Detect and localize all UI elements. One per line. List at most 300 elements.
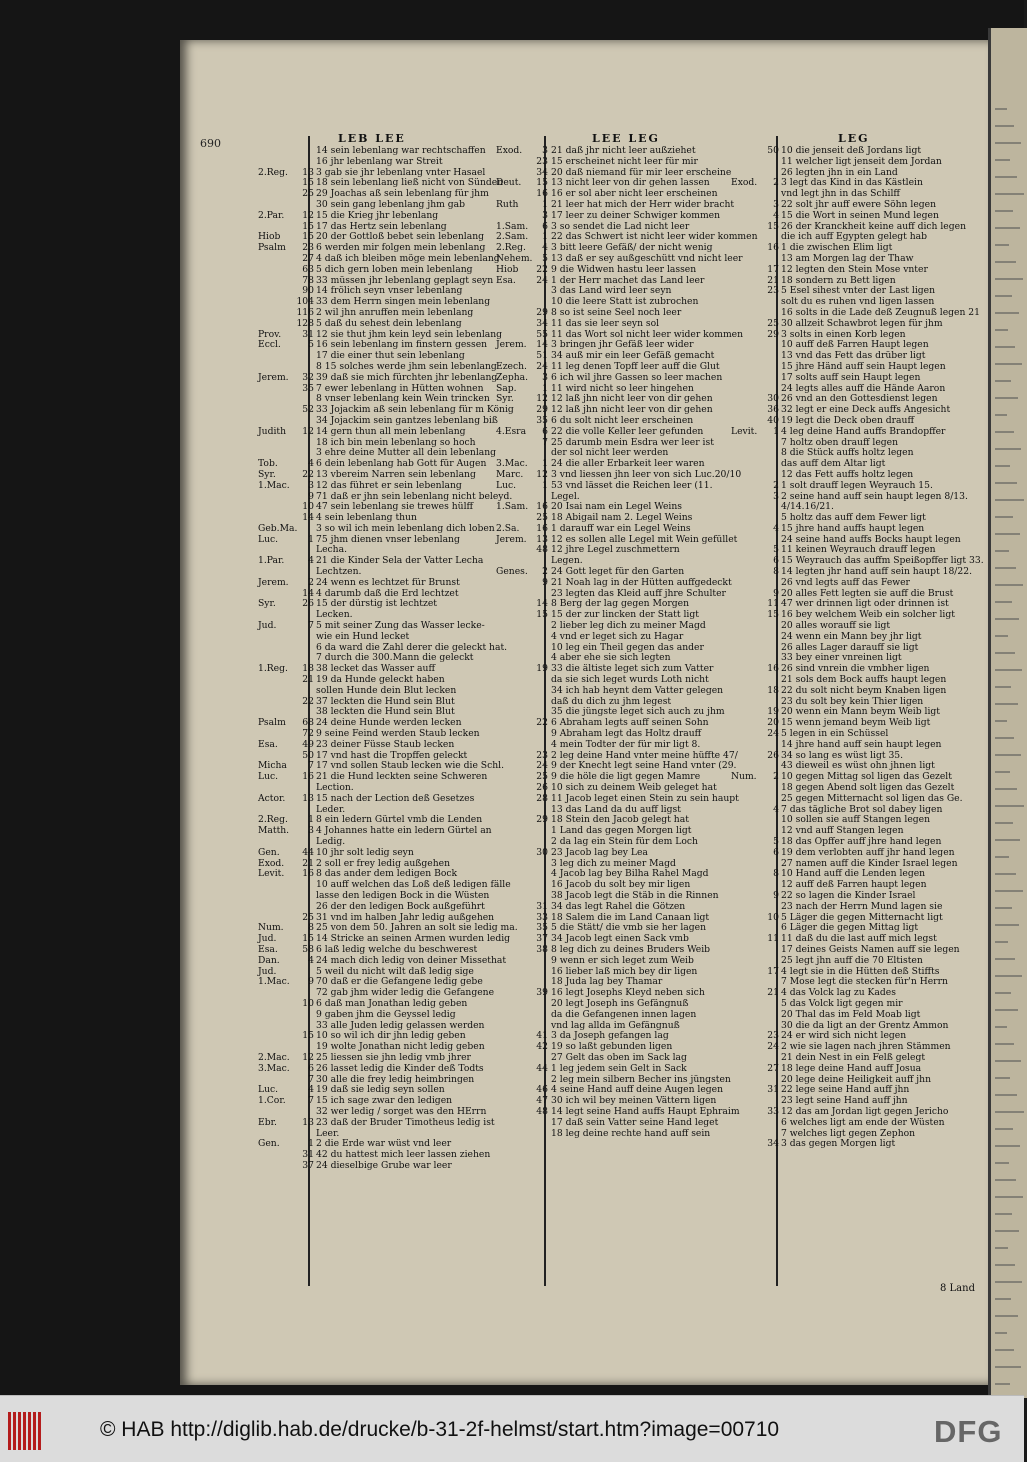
chapter-number: 16 xyxy=(536,501,548,513)
entry-text: 11 leg denen Topff leer auff die Glut xyxy=(551,360,720,372)
chapter-number: 15 xyxy=(536,177,548,189)
entry-text: 17 leer zu deiner Schwiger kommen xyxy=(551,209,721,221)
entry-text: 14 frölich seyn vnser lebenlang xyxy=(316,285,463,297)
entry-text: die ich auff Egypten gelegt hab xyxy=(781,231,928,243)
entry-text: 3 vnd liessen jhn leer von sich Luc.20/10 xyxy=(551,468,742,480)
book-ref: 1.Sam. xyxy=(496,501,529,513)
entry-text: 12 jhre Legel zuschmettern xyxy=(551,544,680,556)
entry-text: 6 ich wil jhre Gassen so leer machen xyxy=(551,371,723,383)
entry-text: 10 so wil ich dir jhn ledig geben xyxy=(316,1030,466,1042)
chapter-number: 104 xyxy=(296,296,314,308)
index-entry xyxy=(496,848,732,859)
entry-text: 4/14.16/21. xyxy=(781,501,834,513)
entry-text: 38 lecket das Wasser auff xyxy=(316,663,435,675)
entry-text: 10 die jenseit deß Jordans ligt xyxy=(781,145,922,156)
book-ref: 3.Mac. xyxy=(496,458,528,470)
chapter-number: 90 xyxy=(302,285,314,297)
entry-text: 11 das Wort sol nicht leer wider kommen xyxy=(551,328,744,340)
index-entry xyxy=(731,794,986,805)
book-ref: Levit. xyxy=(258,868,285,880)
entry-text: 30 alle die frey ledig heimbringen xyxy=(316,1073,475,1085)
chapter-number: 5 xyxy=(773,544,779,556)
index-entry xyxy=(258,157,490,168)
entry-text: 24 die aller Erbarkeit leer waren xyxy=(551,458,705,470)
entry-text: 21 sols dem Bock auffs haupt legen xyxy=(781,674,947,686)
entry-text: 18 Juda lag bey Thamar xyxy=(551,976,663,988)
index-entry xyxy=(731,481,986,492)
entry-text: 6 Abraham legts auff seinen Sohn xyxy=(551,717,709,729)
entry-text: 17 vnd sollen Staub lecken wie die Schl. xyxy=(316,760,505,772)
chapter-number: 9 xyxy=(308,490,314,502)
index-entry xyxy=(731,373,986,384)
chapter-number: 3 xyxy=(542,209,548,221)
book-ref: Matth. xyxy=(258,825,290,837)
entry-text: 2 soll er frey ledig außgehen xyxy=(316,857,451,869)
entry-text: 6 du solt nicht leer erscheinen xyxy=(551,414,694,426)
entry-text: 1 solt drauff legen Weyrauch 15. xyxy=(781,479,933,491)
chapter-number: 10 xyxy=(767,911,779,923)
entry-text: 27 Gelt das oben im Sack lag xyxy=(551,1051,687,1063)
chapter-number: 2 xyxy=(542,566,548,578)
book-ref: Geb.Ma. xyxy=(258,522,298,534)
entry-text: 4 vnd er leget sich zu Hagar xyxy=(551,630,684,642)
chapter-number: 21 xyxy=(767,274,779,286)
chapter-number: 4 xyxy=(308,458,314,470)
entry-text: 19 wolte Jonathan nicht ledig geben xyxy=(316,1041,485,1053)
entry-text: 12 sie thut jhm kein leyd sein lebenlang xyxy=(316,328,503,340)
entry-text: 16 Jacob du solt bey mir ligen xyxy=(551,879,691,891)
chapter-number: 5 xyxy=(308,339,314,351)
index-entry xyxy=(258,794,490,805)
book-ref: Genes. xyxy=(496,566,528,578)
entry-text: 15 jhre Händ auff sein Haupt legen xyxy=(781,360,946,372)
entry-text: 34 Jacob legt einen Sack vmb xyxy=(551,933,689,945)
entry-text: 14 legt seine Hand auffs Haupt Ephraim xyxy=(551,1105,740,1117)
entry-text: Legen. xyxy=(551,555,583,567)
entry-text: 9 gaben jhm die Geyssel ledig xyxy=(316,1008,456,1020)
dfg-logo: DFG xyxy=(934,1414,1003,1449)
book-ref: 4.Esra xyxy=(496,425,527,437)
entry-text: 18 sein lebenlang ließ nicht von Sünden xyxy=(316,177,504,189)
chapter-number: 16 xyxy=(302,771,314,783)
book-ref: Luc. xyxy=(258,533,279,545)
book-ref: Exod. xyxy=(731,177,758,189)
entry-text: 18 Stein den Jacob gelegt hat xyxy=(551,814,689,826)
chapter-number: 23 xyxy=(767,1030,779,1042)
book-ref: Hiob xyxy=(496,263,519,275)
entry-text: vnd lag allda im Gefängnuß xyxy=(551,1019,680,1031)
chapter-number: 16 xyxy=(536,522,548,534)
entry-text: 7 das tägliche Brot sol dabey ligen xyxy=(781,803,943,815)
entry-text: 8 das ander dem ledigen Bock xyxy=(316,868,458,880)
chapter-number: 52 xyxy=(302,404,314,416)
chapter-number: 32 xyxy=(302,371,314,383)
chapter-number: 29 xyxy=(536,306,548,318)
entry-text: 6 laß ledig welche du beschwerest xyxy=(316,943,478,955)
chapter-number: 10 xyxy=(302,501,314,513)
entry-text: 21 dein Nest in ein Felß gelegt xyxy=(781,1051,926,1063)
entry-text: solt du es ruhen vnd ligen lassen xyxy=(781,296,935,308)
entry-text: 8 ein ledern Gürtel vmb die Lenden xyxy=(316,814,483,826)
entry-text: 5 das Volck ligt gegen mir xyxy=(781,997,903,1009)
book-ref: Jerem. xyxy=(258,576,289,588)
entry-text: 21 leer hat mich der Herr wider bracht xyxy=(551,198,735,210)
book-ref: Num. xyxy=(258,922,284,934)
chapter-number: 8 xyxy=(773,566,779,578)
chapter-number: 1 xyxy=(542,458,548,470)
entry-text: 20 lege deine Heiligkeit auff jhn xyxy=(781,1073,931,1085)
entry-text: 26 der den ledigen Bock außgeführt xyxy=(316,900,485,912)
entry-text: 5 legen in ein Schüssel xyxy=(781,728,889,740)
chapter-number: 58 xyxy=(302,943,314,955)
entry-text: das auff dem Altar ligt xyxy=(781,458,886,470)
entry-text: 12 legten den Stein Mose vnter xyxy=(781,263,928,275)
chapter-number: 3 xyxy=(773,490,779,502)
chapter-number: 128 xyxy=(296,317,314,329)
book-ref: Jerem. xyxy=(496,339,527,351)
chapter-number: 21 xyxy=(302,857,314,869)
entry-text: 13 vbereim Narren sein lebenlang xyxy=(316,468,476,480)
index-entry xyxy=(258,371,498,384)
entry-text: 32 wer ledig / sorget was den HErrn xyxy=(316,1105,487,1117)
entry-text: 47 sein lebenlang sie trewes hülff xyxy=(316,501,474,513)
entry-text: 13 nicht leer von dir gehen lassen xyxy=(551,177,710,189)
entry-text: 11 daß du die last auff mich legst xyxy=(781,933,937,945)
chapter-number: 14 xyxy=(302,512,314,524)
entry-text: 2 leg deine Hand vnter meine hüffte 47/ xyxy=(551,749,738,761)
entry-text: 11 Jacob leget einen Stein zu sein haupt xyxy=(551,792,739,804)
book-ref: 2.Mac. xyxy=(258,1051,290,1063)
index-entry xyxy=(258,535,490,546)
chapter-number: 22 xyxy=(302,468,314,480)
entry-text: 12 laß jhn nicht leer von dir gehen xyxy=(551,404,713,416)
entry-text: 10 auff deß Farren Haupt legen xyxy=(781,339,929,351)
entry-text: 17 die einer thut sein lebenlang xyxy=(316,350,465,362)
chapter-number: 24 xyxy=(536,360,548,372)
index-entry xyxy=(731,1010,986,1021)
index-entry xyxy=(258,954,507,967)
entry-text: 18 Salem die im Land Canaan ligt xyxy=(551,911,710,923)
book-ref: Jud. xyxy=(258,620,277,632)
index-entry xyxy=(731,1064,986,1075)
chapter-number: 4 xyxy=(308,1084,314,1096)
entry-text: 4 seine Hand auff deine Augen legen xyxy=(551,1084,724,1096)
chapter-number: 50 xyxy=(767,145,779,156)
entry-text: 25 legt jhn auff die 70 Eltisten xyxy=(781,954,923,966)
entry-text: 4 aber ehe sie sich legten xyxy=(551,652,671,664)
entry-text: 27 namen auff die Kinder Israel legen xyxy=(781,857,958,869)
chapter-number: 15 xyxy=(767,220,779,232)
chapter-number: 15 xyxy=(302,231,314,243)
entry-text: 30 allzeit Schawbrot legen für jhm xyxy=(781,317,943,329)
chapter-number: 14 xyxy=(536,339,548,351)
chapter-number: 1 xyxy=(773,425,779,437)
entry-text: 22 so lagen die Kinder Israel xyxy=(781,889,916,901)
entry-text: 30 sein gang lebenlang jhm gab xyxy=(316,198,466,210)
entry-text: 3 da Joseph gefangen lag xyxy=(551,1030,669,1042)
entry-text: 42 du hattest mich leer lassen ziehen xyxy=(316,1149,491,1161)
entry-text: 38 Jacob legt die Stäb in die Rinnen xyxy=(551,889,719,901)
chapter-number: 25 xyxy=(302,188,314,200)
chapter-number: 4 xyxy=(773,209,779,221)
chapter-number: 13 xyxy=(536,533,548,545)
chapter-number: 47 xyxy=(536,1095,548,1107)
book-ref: Syr. xyxy=(258,468,276,480)
chapter-number: 6 xyxy=(542,425,548,437)
chapter-number: 48 xyxy=(536,1105,548,1117)
entry-text: 22 du solt nicht beym Knaben ligen xyxy=(781,684,947,696)
entry-text: 8 so ist seine Seel noch leer xyxy=(551,306,682,318)
entry-text: 2 wie sie lagen nach jhren Stämmen xyxy=(781,1041,951,1053)
index-entry xyxy=(258,1161,490,1172)
entry-text: 10 gegen Mittag sol ligen das Gezelt xyxy=(781,771,952,783)
entry-text: 22 das Schwert ist nicht leer wider kommen xyxy=(551,231,758,243)
chapter-number: 1 xyxy=(542,382,548,394)
index-entry xyxy=(258,772,490,783)
index-entry xyxy=(496,1064,732,1075)
chapter-number: 27 xyxy=(767,1062,779,1074)
index-entry xyxy=(731,265,986,276)
entry-text: 3 legt das Kind in das Kästlein xyxy=(781,177,923,189)
chapter-number: 3 xyxy=(308,479,314,491)
chapter-number: 1 xyxy=(542,479,548,491)
index-entry xyxy=(731,319,986,330)
chapter-number: 29 xyxy=(536,404,548,416)
entry-text: 20 alles Fett legten sie auff die Brust xyxy=(781,587,954,599)
book-ref: 2.Reg. xyxy=(496,242,526,254)
book-ref: Sap. xyxy=(496,382,517,394)
book-ref: Dan. xyxy=(258,954,280,966)
chapter-number: 15 xyxy=(302,1030,314,1042)
chapter-number: 24 xyxy=(536,760,548,772)
entry-text: 24 Gott leget für den Garten xyxy=(551,566,685,578)
index-entry xyxy=(258,599,490,610)
entry-text: 24 legts alles auff die Hände Aaron xyxy=(781,382,946,394)
chapter-number: 23 xyxy=(302,242,314,254)
book-ref: Luc. xyxy=(258,1084,279,1096)
index-entry xyxy=(258,740,490,751)
book-ref: Zepha. xyxy=(496,371,529,383)
entry-text: 12 vnd auff Stangen legen xyxy=(781,825,904,837)
chapter-number: 12 xyxy=(302,425,314,437)
entry-text: 13 daß er sey außgeschütt vnd nicht leer xyxy=(551,252,743,264)
book-ref: Jerem. xyxy=(496,533,527,545)
hab-logo-icon xyxy=(8,1412,46,1450)
entry-text: 3 ehre deine Mutter all dein lebenlang xyxy=(316,447,497,459)
entry-text: 14 sein lebenlang war rechtschaffen xyxy=(316,145,486,156)
book-ref: Esa. xyxy=(496,274,516,286)
entry-text: 26 lasset ledig die Kinder deß Todts xyxy=(316,1062,484,1074)
entry-text: 9 die höle die ligt gegen Mamre xyxy=(551,771,701,783)
entry-text: 10 sich zu deinem Weib geleget hat xyxy=(551,782,717,794)
chapter-number: 25 xyxy=(536,512,548,524)
entry-text: 29 Joachas aß sein lebenlang für jhm xyxy=(316,188,489,200)
book-ref: Syr. xyxy=(496,393,514,405)
catchword: 8 Land xyxy=(940,1283,975,1294)
entry-text: 6 daß man Jonathan ledig geben xyxy=(316,997,468,1009)
entry-text: 17 das Hertz sein lebenlang xyxy=(316,220,447,232)
chapter-number: 8 xyxy=(308,922,314,934)
book-ref: Eccl. xyxy=(258,339,281,351)
entry-text: 12 auff deß Farren haupt legen xyxy=(781,879,927,891)
entry-text: 10 jhr solt ledig seyn xyxy=(316,846,414,858)
entry-text: 16 lieber laß mich bey dir ligen xyxy=(551,965,698,977)
entry-text: 4 Jacob lag bey Bilha Rahel Magd xyxy=(551,868,709,880)
index-entry xyxy=(258,1064,490,1075)
chapter-number: 7 xyxy=(308,620,314,632)
entry-text: 15 ich sage zwar den ledigen xyxy=(316,1095,453,1107)
entry-text: 26 der Kranckheit keine auff dich legen xyxy=(781,220,966,232)
chapter-number: 13 xyxy=(302,166,314,178)
chapter-number: 13 xyxy=(302,1116,314,1128)
entry-text: 17 daß sein Vatter seine Hand leget xyxy=(551,1116,719,1128)
index-entry xyxy=(731,157,986,168)
chapter-number: 40 xyxy=(767,414,779,426)
entry-text: 5 Esel sihest vnter der Last ligen xyxy=(781,285,936,297)
entry-text: 23 daß der Bruder Timotheus ledig ist xyxy=(316,1116,495,1128)
chapter-number: 13 xyxy=(302,792,314,804)
chapter-number: 4 xyxy=(773,803,779,815)
entry-text: 7 welches ligt gegen Zephon xyxy=(781,1127,916,1139)
entry-text: 5 dich gern loben mein lebenlang xyxy=(316,263,473,275)
chapter-number: 26 xyxy=(767,749,779,761)
index-entry xyxy=(258,319,490,330)
chapter-number: 16 xyxy=(302,868,314,880)
chapter-number: 31 xyxy=(536,900,548,912)
book-ref: Marc. xyxy=(496,468,524,480)
chapter-number: 42 xyxy=(536,1041,548,1053)
entry-text: 24 seine hand auffs Bocks haupt legen xyxy=(781,533,961,545)
chapter-number: 23 xyxy=(536,155,548,167)
entry-text: 17 solts auff sein Haupt legen xyxy=(781,371,921,383)
entry-text: 20 alles worauff sie ligt xyxy=(781,620,891,632)
entry-text: 14 jhre hand auff sein haupt legen xyxy=(781,738,942,750)
book-ref: 1.Mac. xyxy=(258,976,290,988)
entry-text: 10 leg ein Theil gegen das ander xyxy=(551,641,704,653)
entry-text: 24 wenn ein Mann bey jhr ligt xyxy=(781,630,922,642)
book-ref: Jerem. xyxy=(258,371,289,383)
entry-text: der sol nicht leer werden xyxy=(551,447,669,459)
book-ref: Jud. xyxy=(258,965,277,977)
index-entry xyxy=(496,956,732,967)
index-entry xyxy=(731,740,986,751)
entry-text: 4 darumb daß die Erd lechtzet xyxy=(316,587,459,599)
entry-text: 12 laß jhn nicht leer von dir gehen xyxy=(551,393,713,405)
entry-text: 71 daß er jhn sein lebenlang nicht beleyd. xyxy=(316,490,513,502)
entry-text: 33 die ältiste leget sich zum Vatter xyxy=(551,663,714,675)
index-entry xyxy=(731,211,986,222)
book-ref: 1.Sam. xyxy=(496,220,529,232)
chapter-number: 3 xyxy=(542,145,548,156)
chapter-number: 50 xyxy=(302,749,314,761)
entry-text: 19 da Hunde geleckt haben xyxy=(316,674,445,686)
entry-text: 15 jhre hand auffs haupt legen xyxy=(781,522,925,534)
entry-text: 23 nach der Herrn Mund lagen sie xyxy=(781,900,943,912)
entry-text: 6 werden mir folgen mein lebenlang xyxy=(316,242,486,254)
entry-text: 13 vnd das Fett das drüber ligt xyxy=(781,350,926,362)
entry-text: 24 wenn es lechtzet für Brunst xyxy=(316,576,460,588)
chapter-number: 24 xyxy=(536,274,548,286)
entry-text: 43 dieweil es wüst ohn jhnen ligt xyxy=(781,760,935,772)
entry-text: 3 solts in einen Korb legen xyxy=(781,328,906,340)
entry-text: Leer. xyxy=(316,1127,340,1139)
book-ref: 2.Sa. xyxy=(496,522,520,534)
book-ref: 3.Mac. xyxy=(258,1062,290,1074)
index-entry xyxy=(496,1129,732,1140)
index-entry xyxy=(258,211,490,222)
chapter-number: 18 xyxy=(302,663,314,675)
entry-text: 33 dem Herrn singen mein lebenlang xyxy=(316,296,491,308)
chapter-number: 6 xyxy=(773,846,779,858)
entry-text: 2 die Erde war wüst vnd leer xyxy=(316,1138,452,1150)
entry-text: 9 seine Feind werden Staub lecken xyxy=(316,728,480,740)
entry-text: 4 legt sie in die Hütten deß Stiffts xyxy=(781,965,940,977)
chapter-number: 78 xyxy=(302,274,314,286)
book-ref: Ruth xyxy=(496,198,519,210)
facing-page-edge xyxy=(988,28,1027,1398)
entry-text: 53 vnd lässet die Reichen leer (11. xyxy=(551,479,713,491)
entry-text: 33 alle Juden ledig gelassen werden xyxy=(316,1019,485,1031)
book-ref: Psalm xyxy=(258,717,286,729)
entry-text: 18 lege deine Hand auff Josua xyxy=(781,1062,922,1074)
entry-text: 12 das führet er sein lebenlang xyxy=(316,479,462,491)
entry-text: 30 ich wil bey meinen Vättern ligen xyxy=(551,1095,717,1107)
entry-text: 17 deines Geists Namen auff sie legen xyxy=(781,943,960,955)
source-credit-link[interactable]: © HAB http://diglib.hab.de/drucke/b-31-2f-helmst/start.htm?image=00710 xyxy=(100,1418,780,1441)
entry-text: 15 wenn jemand beym Weib ligt xyxy=(781,717,931,729)
entry-text: 6 welches ligt am ende der Wüsten xyxy=(781,1116,945,1128)
entry-text: 19 so laßt gebunden ligen xyxy=(551,1041,673,1053)
chapter-number: 6 xyxy=(773,555,779,567)
entry-text: 4 Johannes hatte ein ledern Gürtel an xyxy=(316,825,492,837)
index-column-3 xyxy=(731,146,986,1150)
entry-text: 32 legt er eine Deck auffs Angesicht xyxy=(781,404,951,416)
index-entry xyxy=(496,211,732,222)
entry-text: 26 sind vnrein die vmbher ligen xyxy=(781,663,930,675)
entry-text: 5 die Stätt/ die vmb sie her lagen xyxy=(551,922,707,934)
chapter-number: 15 xyxy=(302,933,314,945)
entry-text: 23 Jacob lag bey Lea xyxy=(551,846,648,858)
entry-text: 75 jhm dienen vnser lebenlang xyxy=(316,533,460,545)
entry-text: 20 daß niemand für mir leer erscheine xyxy=(551,166,732,178)
entry-text: 20 der Gottloß bebet sein lebenlang xyxy=(316,231,485,243)
entry-text: 12 es sollen alle Legel mit Wein gefüllet xyxy=(551,533,738,545)
entry-text: 33 bey einer vnreinen ligt xyxy=(781,652,902,664)
chapter-number: 15 xyxy=(767,609,779,621)
chapter-number: 3 xyxy=(308,825,314,837)
entry-text: 72 gab jhm wider ledig die Gefangene xyxy=(316,987,495,999)
index-entry xyxy=(258,556,490,567)
index-entry xyxy=(258,848,490,859)
chapter-number: 34 xyxy=(767,1138,779,1150)
chapter-number: 24 xyxy=(767,728,779,740)
entry-text: 1 leg jedem sein Gelt in Sack xyxy=(551,1062,687,1074)
entry-text: 3 so wil ich mein lebenlang dich loben xyxy=(316,522,495,534)
entry-text: 25 darumb mein Esdra wer leer ist xyxy=(551,436,714,448)
chapter-number: 16 xyxy=(767,663,779,675)
index-entry xyxy=(258,902,490,913)
entry-text: 11 das sie leer seyn sol xyxy=(551,317,660,329)
chapter-number: 9 xyxy=(773,889,779,901)
entry-text: 18 gegen Abend solt ligen das Gezelt xyxy=(781,782,955,794)
chapter-number: 17 xyxy=(767,263,779,275)
book-ref: 1.Reg. xyxy=(258,663,288,675)
entry-text: 15 die Krieg jhr lebenlang xyxy=(316,209,439,221)
entry-text: 2 leg mein silbern Becher ins jüngsten xyxy=(551,1073,731,1085)
entry-text: 13 das Land da du auff ligst xyxy=(551,803,681,815)
entry-text: 15 Weyrauch das auffm Speißopffer ligt 33. xyxy=(781,555,984,567)
chapter-number: 7 xyxy=(542,436,548,448)
